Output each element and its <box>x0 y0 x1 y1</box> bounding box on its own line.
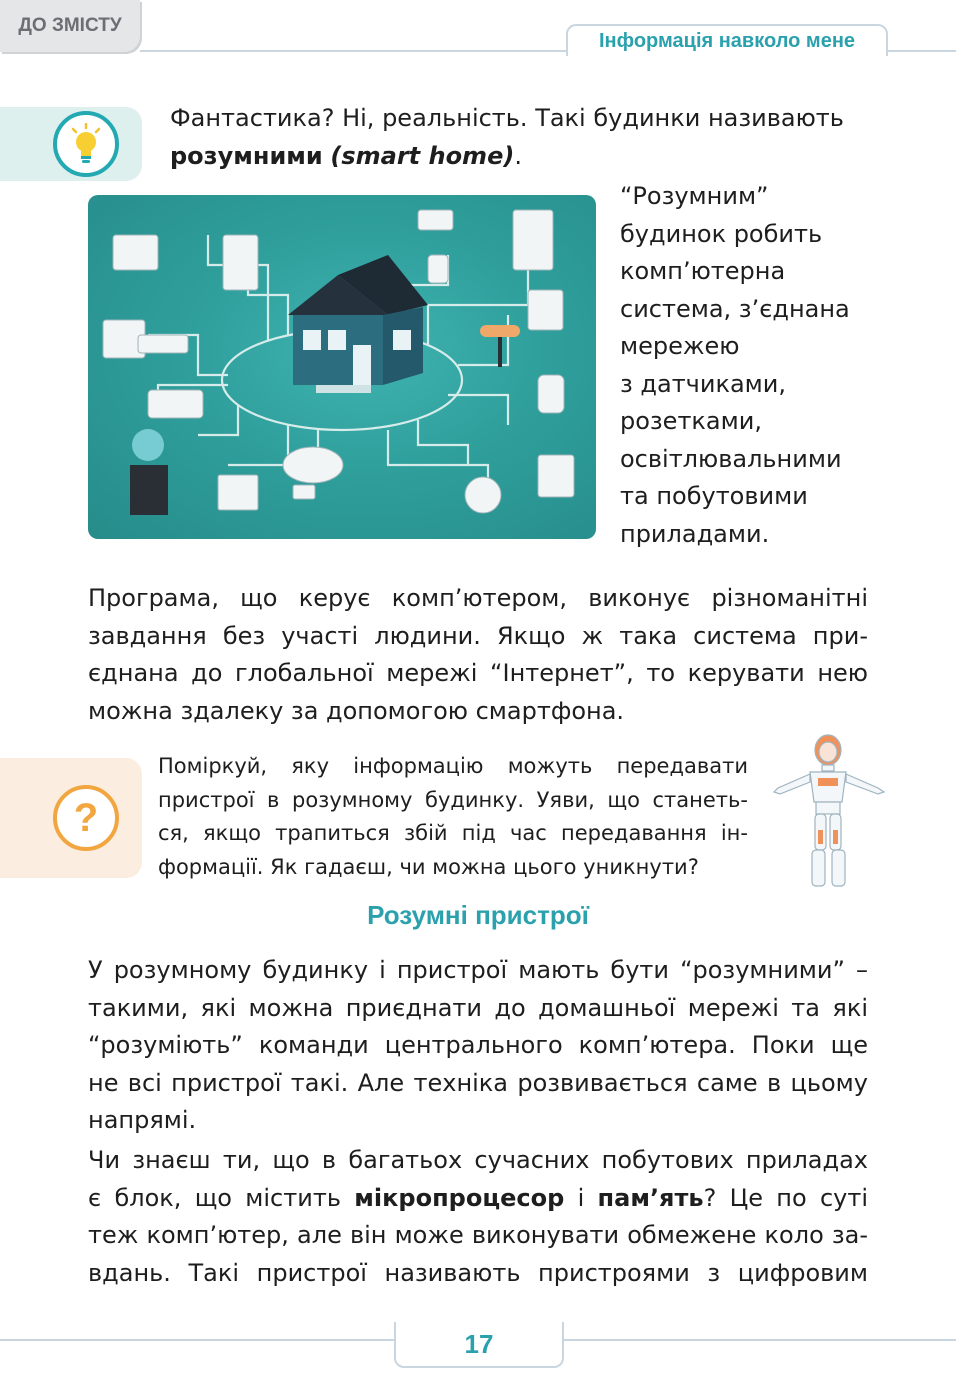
paragraph-line: “розуміють” команди центрального комп’ютера. Поки ще <box>88 1031 868 1059</box>
smart-home-illustration <box>88 195 596 539</box>
page-number: 17 <box>394 1322 564 1368</box>
paragraph-line: завдання без участі людини. Якщо ж така система при- <box>88 621 868 650</box>
think-line: ся, якщо трапиться збій під час передавання ін- <box>158 821 748 845</box>
section-title: Інформація навколо мене <box>566 24 888 56</box>
side-line: та побутовими <box>620 482 808 510</box>
toc-link[interactable]: ДО ЗМІСТУ <box>0 0 140 52</box>
text-run: і <box>564 1183 598 1212</box>
text-run: ? Це по суті <box>703 1183 868 1212</box>
intro-text <box>170 100 890 175</box>
think-line: формації. Як гадаєш, чи можна цього уникнути? <box>158 854 699 879</box>
side-line: система, з’єднана <box>620 294 850 323</box>
intro-end: . <box>514 141 522 170</box>
side-text <box>620 178 920 553</box>
side-line: “Розумним” <box>620 182 769 210</box>
side-line: з датчиками, <box>620 369 786 398</box>
think-line: Поміркуй, яку інформацію можуть передавати <box>158 754 748 778</box>
smart-home-term: (smart home) <box>330 141 515 170</box>
paragraph-line: не всі пристрої такі. Але техніка розвивається саме в цьому <box>88 1068 868 1097</box>
side-line: освітлювальними <box>620 444 842 473</box>
paragraph-line: можна здалеку за допомогою смартфона. <box>88 696 625 725</box>
paragraph-line: вдань. Такі пристрої називають пристроями з цифровим <box>88 1258 868 1287</box>
lightbulb-icon <box>53 111 119 177</box>
text-run: є блок, що містить <box>88 1183 355 1212</box>
paragraph-line-mixed <box>88 1180 868 1218</box>
microprocessor-term: мікропроцесор <box>354 1183 565 1212</box>
paragraph-program <box>88 580 868 730</box>
think-marker <box>0 758 142 878</box>
paragraph-line: У розумному будинку і пристрої мають бути “розумними” – <box>88 956 868 984</box>
intro-sentence: Фантастика? Ні, реальність. Такі будинки називають <box>170 104 844 132</box>
question-icon: ? <box>53 785 119 851</box>
side-line: приладами. <box>620 519 770 548</box>
paragraph-line: Програма, що керує комп’ютером, виконує різноманітні <box>88 584 868 612</box>
paragraph-microprocessor <box>88 1142 868 1292</box>
side-line: мережею <box>620 332 740 360</box>
side-line: комп’ютерна <box>620 257 786 285</box>
paragraph-line: такими, які можна приєднати до домашньої мережі та які <box>88 993 868 1022</box>
tip-marker <box>0 107 142 181</box>
think-line: пристрої в розумному будинку. Уяви, що станеть- <box>158 787 748 812</box>
section-heading: Розумні пристрої <box>367 900 589 930</box>
paragraph-smart-devices <box>88 952 868 1140</box>
side-line: розетками, <box>620 407 762 435</box>
think-text <box>158 750 748 884</box>
paragraph-line: Чи знаєш ти, що в багатьох сучасних побутових приладах <box>88 1146 868 1174</box>
side-line: будинок робить <box>620 219 823 248</box>
smart-term: розумними <box>170 141 323 170</box>
paragraph-line: напрямі. <box>88 1106 197 1134</box>
paragraph-line: теж комп’ютер, але він може виконувати обмежене коло за- <box>88 1221 868 1249</box>
robot-illustration <box>770 730 890 895</box>
memory-term: пам’ять <box>597 1183 704 1212</box>
paragraph-line: єднана до глобальної мережі “Інтернет”, то керувати нею <box>88 659 868 687</box>
